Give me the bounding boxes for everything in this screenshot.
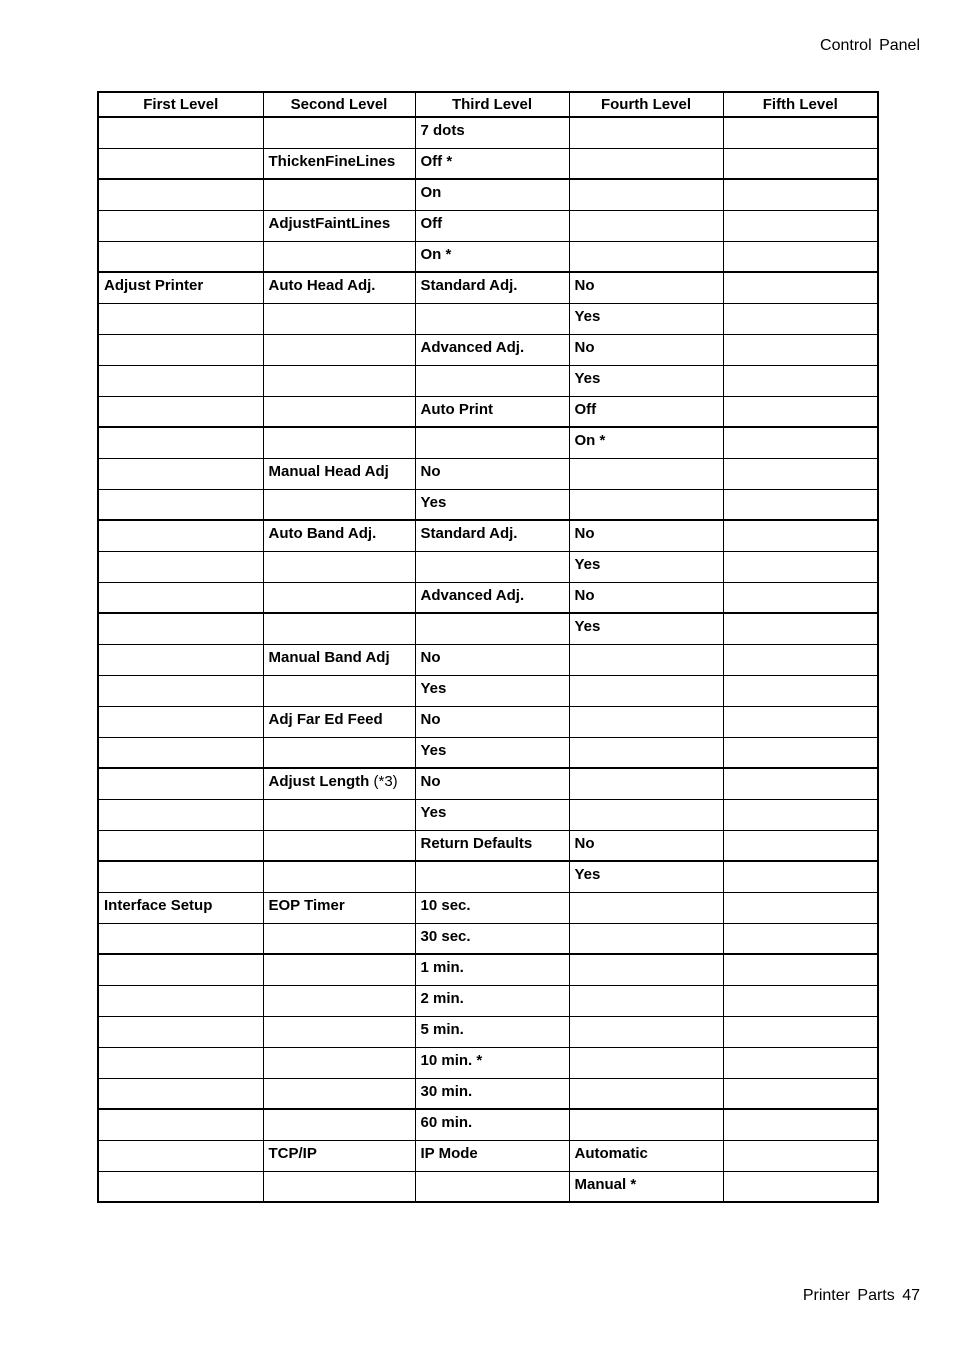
table-row (98, 210, 878, 241)
table-row (98, 520, 878, 551)
cell-fifth-level (723, 365, 878, 396)
running-footer (803, 1287, 920, 1305)
cell-fifth-level (723, 861, 878, 892)
cell-fifth-level (723, 737, 878, 768)
cell-text: EOP Timer (268, 896, 345, 914)
cell-text: TCP/IP (268, 1144, 317, 1162)
cell-third-level (415, 458, 569, 489)
table-row (98, 613, 878, 644)
cell-fourth-level (569, 1109, 723, 1140)
cell-second-level (263, 1140, 415, 1171)
cell-fourth-level (569, 768, 723, 799)
cell-fourth-level (569, 954, 723, 985)
cell-text: Manual * (574, 1175, 637, 1193)
cell-fourth-level (569, 272, 723, 303)
cell-fourth-level (569, 861, 723, 892)
cell-third-level (415, 644, 569, 675)
cell-fifth-level (723, 768, 878, 799)
page-number: 47 (902, 1287, 920, 1304)
cell-fifth-level (723, 334, 878, 365)
cell-first-level (98, 768, 263, 799)
cell-fourth-level (569, 892, 723, 923)
table-row (98, 706, 878, 737)
cell-fifth-level (723, 241, 878, 272)
table-row (98, 179, 878, 210)
cell-second-level (263, 117, 415, 148)
cell-first-level (98, 1140, 263, 1171)
cell-fourth-level (569, 241, 723, 272)
column-header-first-level: First Level (98, 92, 263, 117)
cell-second-level (263, 675, 415, 706)
cell-fifth-level (723, 210, 878, 241)
cell-fourth-level (569, 644, 723, 675)
table-row (98, 1109, 878, 1140)
cell-fifth-level (723, 830, 878, 861)
cell-text: No (420, 710, 441, 728)
cell-second-level (263, 179, 415, 210)
cell-second-level (263, 427, 415, 458)
cell-fifth-level (723, 179, 878, 210)
cell-text: Yes (420, 493, 447, 511)
cell-third-level (415, 241, 569, 272)
cell-text: Yes (420, 803, 447, 821)
table-row (98, 799, 878, 830)
cell-text: 2 min. (420, 989, 464, 1007)
cell-text: No (420, 462, 441, 480)
cell-text: Adj Far Ed Feed (268, 710, 383, 728)
cell-first-level (98, 148, 263, 179)
cell-fifth-level (723, 923, 878, 954)
cell-fifth-level (723, 458, 878, 489)
cell-third-level (415, 582, 569, 613)
cell-text: Off * (420, 152, 453, 170)
cell-text: Off (574, 400, 597, 418)
cell-second-level (263, 768, 415, 799)
cell-fifth-level (723, 489, 878, 520)
table-row (98, 644, 878, 675)
cell-text: IP Mode (420, 1144, 478, 1162)
cell-text: On (420, 184, 442, 201)
cell-fourth-level (569, 1047, 723, 1078)
cell-fourth-level (569, 985, 723, 1016)
cell-third-level (415, 272, 569, 303)
table-row (98, 737, 878, 768)
cell-third-level (415, 427, 569, 458)
cell-fifth-level (723, 954, 878, 985)
table-row (98, 1078, 878, 1109)
cell-first-level (98, 520, 263, 551)
cell-text: No (574, 277, 595, 294)
cell-text: 30 sec. (420, 927, 471, 945)
cell-fifth-level (723, 272, 878, 303)
cell-text: 10 sec. (420, 896, 471, 914)
cell-fifth-level (723, 520, 878, 551)
cell-second-level (263, 489, 415, 520)
cell-text: 10 min. * (420, 1051, 483, 1069)
cell-fifth-level (723, 117, 878, 148)
table-row (98, 489, 878, 520)
cell-first-level (98, 892, 263, 923)
cell-third-level (415, 706, 569, 737)
cell-fourth-level (569, 675, 723, 706)
table-row (98, 396, 878, 427)
cell-third-level (415, 737, 569, 768)
table-row (98, 768, 878, 799)
cell-third-level (415, 892, 569, 923)
cell-third-level (415, 489, 569, 520)
cell-first-level (98, 396, 263, 427)
cell-fifth-level (723, 799, 878, 830)
cell-first-level (98, 582, 263, 613)
cell-third-level (415, 1016, 569, 1047)
cell-first-level (98, 334, 263, 365)
cell-third-level (415, 179, 569, 210)
cell-second-level (263, 396, 415, 427)
cell-text: Standard Adj. (420, 277, 518, 294)
cell-text: 7 dots (420, 122, 465, 139)
cell-second-level (263, 241, 415, 272)
cell-third-level (415, 1047, 569, 1078)
cell-third-level (415, 613, 569, 644)
table-row (98, 303, 878, 334)
cell-first-level (98, 210, 263, 241)
cell-second-level (263, 303, 415, 334)
cell-text: 5 min. (420, 1020, 464, 1038)
cell-fifth-level (723, 303, 878, 334)
cell-fourth-level (569, 1016, 723, 1047)
cell-first-level (98, 117, 263, 148)
cell-second-level (263, 737, 415, 768)
cell-fourth-level (569, 210, 723, 241)
cell-text: 60 min. (420, 1114, 473, 1131)
cell-fifth-level (723, 1078, 878, 1109)
table-row (98, 1171, 878, 1202)
cell-fourth-level (569, 706, 723, 737)
cell-fourth-level (569, 551, 723, 582)
cell-fourth-level (569, 396, 723, 427)
table-row (98, 861, 878, 892)
footer-section: Printer Parts (802, 1287, 895, 1304)
cell-text: Advanced Adj. (420, 338, 525, 356)
cell-text: Return Defaults (420, 834, 533, 852)
cell-fifth-level (723, 1171, 878, 1202)
cell-third-level (415, 551, 569, 582)
cell-third-level (415, 1078, 569, 1109)
running-header: Control Panel (820, 37, 920, 54)
cell-third-level (415, 396, 569, 427)
cell-second-level (263, 1047, 415, 1078)
cell-first-level (98, 303, 263, 334)
cell-fourth-level (569, 117, 723, 148)
cell-text: No (574, 525, 595, 542)
cell-fourth-level (569, 923, 723, 954)
cell-second-level (263, 861, 415, 892)
cell-first-level (98, 241, 263, 272)
cell-fourth-level (569, 520, 723, 551)
cell-second-level (263, 644, 415, 675)
cell-first-level (98, 644, 263, 675)
cell-second-level (263, 551, 415, 582)
cell-text: Yes (420, 679, 447, 697)
cell-text: No (574, 834, 595, 852)
column-header-fourth-level: Fourth Level (569, 92, 723, 117)
cell-first-level (98, 1109, 263, 1140)
table-body (98, 117, 878, 1202)
column-header-second-level: Second Level (263, 92, 415, 117)
cell-second-level (263, 1171, 415, 1202)
table-row (98, 458, 878, 489)
table-row (98, 365, 878, 396)
cell-text: Yes (574, 866, 601, 883)
table-row (98, 830, 878, 861)
cell-text: Advanced Adj. (420, 586, 525, 604)
table-row (98, 241, 878, 272)
cell-first-level (98, 179, 263, 210)
header-row (98, 92, 878, 117)
cell-text: ThickenFineLines (268, 152, 396, 170)
table-header (98, 92, 878, 117)
cell-fourth-level (569, 148, 723, 179)
cell-first-level (98, 1078, 263, 1109)
cell-text: Automatic (574, 1144, 648, 1162)
cell-second-level (263, 954, 415, 985)
cell-text: Yes (574, 307, 601, 325)
cell-fourth-level (569, 737, 723, 768)
table-row (98, 954, 878, 985)
footnote-ref: (*3) (373, 773, 398, 790)
cell-second-level (263, 458, 415, 489)
cell-first-level (98, 675, 263, 706)
cell-fifth-level (723, 582, 878, 613)
cell-third-level (415, 1140, 569, 1171)
cell-text: 30 min. (420, 1082, 473, 1100)
cell-second-level (263, 582, 415, 613)
cell-third-level (415, 675, 569, 706)
table-row (98, 923, 878, 954)
cell-text: Off (420, 214, 443, 232)
cell-third-level (415, 923, 569, 954)
cell-third-level (415, 303, 569, 334)
cell-first-level (98, 954, 263, 985)
cell-text: Manual Band Adj (268, 648, 390, 666)
table-row (98, 272, 878, 303)
cell-third-level (415, 1109, 569, 1140)
table-row (98, 892, 878, 923)
table-row (98, 334, 878, 365)
cell-text: On * (574, 432, 606, 449)
cell-text: Interface Setup (104, 896, 213, 914)
cell-third-level (415, 768, 569, 799)
table-row (98, 148, 878, 179)
cell-third-level (415, 520, 569, 551)
table-row (98, 117, 878, 148)
cell-text: 1 min. (420, 959, 464, 976)
control-panel-menu-table (97, 91, 879, 1203)
cell-first-level (98, 551, 263, 582)
cell-fifth-level (723, 613, 878, 644)
cell-text: Standard Adj. (420, 525, 518, 542)
table-row (98, 551, 878, 582)
cell-third-level (415, 1171, 569, 1202)
cell-first-level (98, 830, 263, 861)
column-header-fifth-level: Fifth Level (723, 92, 878, 117)
cell-second-level (263, 799, 415, 830)
cell-first-level (98, 737, 263, 768)
cell-fifth-level (723, 148, 878, 179)
cell-fourth-level (569, 365, 723, 396)
cell-third-level (415, 365, 569, 396)
cell-second-level (263, 830, 415, 861)
cell-fourth-level (569, 303, 723, 334)
cell-second-level (263, 1078, 415, 1109)
cell-second-level (263, 148, 415, 179)
cell-fifth-level (723, 1140, 878, 1171)
column-header-third-level: Third Level (415, 92, 569, 117)
cell-second-level (263, 520, 415, 551)
cell-first-level (98, 1016, 263, 1047)
cell-fourth-level (569, 334, 723, 365)
cell-first-level (98, 706, 263, 737)
cell-text: No (420, 773, 441, 790)
cell-second-level (263, 1016, 415, 1047)
cell-text: Yes (420, 741, 447, 759)
cell-text: No (574, 586, 595, 604)
cell-third-level (415, 830, 569, 861)
cell-fifth-level (723, 644, 878, 675)
cell-fourth-level (569, 179, 723, 210)
cell-second-level (263, 272, 415, 303)
cell-text: AdjustFaintLines (268, 214, 391, 232)
cell-fifth-level (723, 396, 878, 427)
cell-second-level (263, 892, 415, 923)
cell-third-level (415, 210, 569, 241)
cell-fifth-level (723, 1016, 878, 1047)
cell-fourth-level (569, 1140, 723, 1171)
cell-fifth-level (723, 985, 878, 1016)
cell-fifth-level (723, 551, 878, 582)
cell-fifth-level (723, 892, 878, 923)
cell-fifth-level (723, 675, 878, 706)
cell-second-level (263, 706, 415, 737)
cell-text: No (574, 338, 595, 356)
cell-first-level (98, 272, 263, 303)
cell-second-level (263, 210, 415, 241)
cell-text: Auto Band Adj. (268, 525, 377, 542)
cell-third-level (415, 334, 569, 365)
cell-third-level (415, 148, 569, 179)
cell-text: Adjust Printer (104, 277, 204, 294)
cell-third-level (415, 117, 569, 148)
cell-text: Manual Head Adj (268, 462, 389, 480)
cell-text: Adjust Length (268, 773, 370, 790)
cell-fourth-level (569, 799, 723, 830)
table-row (98, 1140, 878, 1171)
cell-text: No (420, 648, 441, 666)
table-row (98, 427, 878, 458)
table-row (98, 1047, 878, 1078)
table-row (98, 582, 878, 613)
cell-first-level (98, 923, 263, 954)
cell-first-level (98, 1047, 263, 1078)
cell-fourth-level (569, 458, 723, 489)
cell-text: Auto Head Adj. (268, 277, 376, 294)
table-row (98, 1016, 878, 1047)
cell-first-level (98, 427, 263, 458)
cell-fifth-level (723, 1047, 878, 1078)
cell-text: On * (420, 245, 452, 263)
cell-fourth-level (569, 613, 723, 644)
cell-first-level (98, 799, 263, 830)
cell-second-level (263, 1109, 415, 1140)
cell-third-level (415, 985, 569, 1016)
cell-first-level (98, 861, 263, 892)
cell-fourth-level (569, 427, 723, 458)
cell-text: Yes (574, 555, 601, 573)
cell-first-level (98, 985, 263, 1016)
cell-fourth-level (569, 830, 723, 861)
cell-text: Yes (574, 369, 601, 387)
cell-text: Auto Print (420, 400, 493, 418)
cell-fourth-level (569, 489, 723, 520)
cell-second-level (263, 334, 415, 365)
cell-text: Yes (574, 618, 601, 635)
cell-fourth-level (569, 582, 723, 613)
table-row (98, 675, 878, 706)
cell-first-level (98, 613, 263, 644)
cell-third-level (415, 799, 569, 830)
cell-second-level (263, 923, 415, 954)
cell-first-level (98, 1171, 263, 1202)
cell-fifth-level (723, 706, 878, 737)
cell-third-level (415, 861, 569, 892)
cell-first-level (98, 458, 263, 489)
cell-fourth-level (569, 1078, 723, 1109)
cell-third-level (415, 954, 569, 985)
cell-fourth-level (569, 1171, 723, 1202)
table-row (98, 985, 878, 1016)
cell-first-level (98, 489, 263, 520)
cell-first-level (98, 365, 263, 396)
cell-second-level (263, 985, 415, 1016)
cell-fifth-level (723, 427, 878, 458)
cell-second-level (263, 365, 415, 396)
cell-fifth-level (723, 1109, 878, 1140)
cell-second-level (263, 613, 415, 644)
